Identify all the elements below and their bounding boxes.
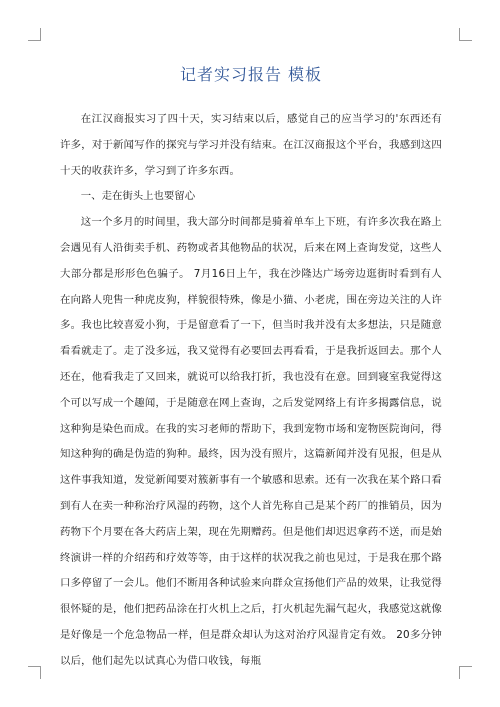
section-body-paragraph: 这一个多月的时间里，我大部分时间都是骑着单车上下班，有许多次我在路上会遇见有人沿街卖手机、药物或者其他物品的状况，后来在网上查询发觉，这些人大部分都是形形色色骗子。 7月16日上午，我在沙隆达广场旁边逛街时看到有人在向路人兜售一种虎皮狗，样貌很特殊，像是小猫、小老虎，围在旁边关注的人许多。我也比较喜爱小狗，于是留意看了一下，但当时我并没有太多想法，只是随意看看就走了。走了没多远，我又觉得有必要回去再看看，于是我折返回去。那个人还在，他看我走了又回来，就说可以给我打折，我也没有在意。回到寝室我觉得这个可以写成一个趣闻，于是随意在网上查询，之后发觉网络上有许多揭露信息，说这种狗是染色而成。在我的实习老师的帮助下，我到宠物市场和宠物医院询问，得知这种狗的确是伪造的狗种。最终，因为没有照片，这篇新闻并没有见报，但是从这件事我知道，发觉新闻要对簇新事有一个敏感和思索。还有一次我在某个路口看到有人在卖一种称治疗风湿的药物，这个人首先称自己是某个药厂的推销员，因为药物下个月要在各大药店上架，现在先期赠药。但是他们却迟迟拿药不送，而是始终演讲一样的介绍药和疗效等等，由于这样的状况我之前也见过，于是我在那个路口多停留了一会儿。他们不断用各种试验来向群众宣扬他们产品的效果，让我觉得很怀疑的是，他们把药品涂在打火机上之后，打火机起先漏气起火，我感觉这就像是好像是一个危急物品一样，但是群众却认为这对治疗风湿肯定有效。 20多分钟以后，他们起先以试真心为借口收钱，每瓶 bbox=[60, 216, 442, 667]
corner-mark-top-right bbox=[459, 28, 472, 41]
corner-mark-bottom-left bbox=[28, 666, 41, 679]
section-heading: 一、走在街头上也要留心 bbox=[80, 190, 196, 203]
document-title: 记者实习报告 模板 bbox=[179, 65, 323, 84]
corner-mark-top-left bbox=[28, 28, 41, 41]
document-page bbox=[60, 62, 442, 675]
corner-mark-bottom-right bbox=[459, 666, 472, 679]
intro-paragraph: 在江汉商报实习了四十天，实习结束以后，感觉自己的应当学习的'东西还有许多，对于新闻写作的探究与学习并没有结束。在江汉商报这个平台，我感到这四十天的收获许多，学习到了许多东西。 bbox=[60, 113, 442, 177]
